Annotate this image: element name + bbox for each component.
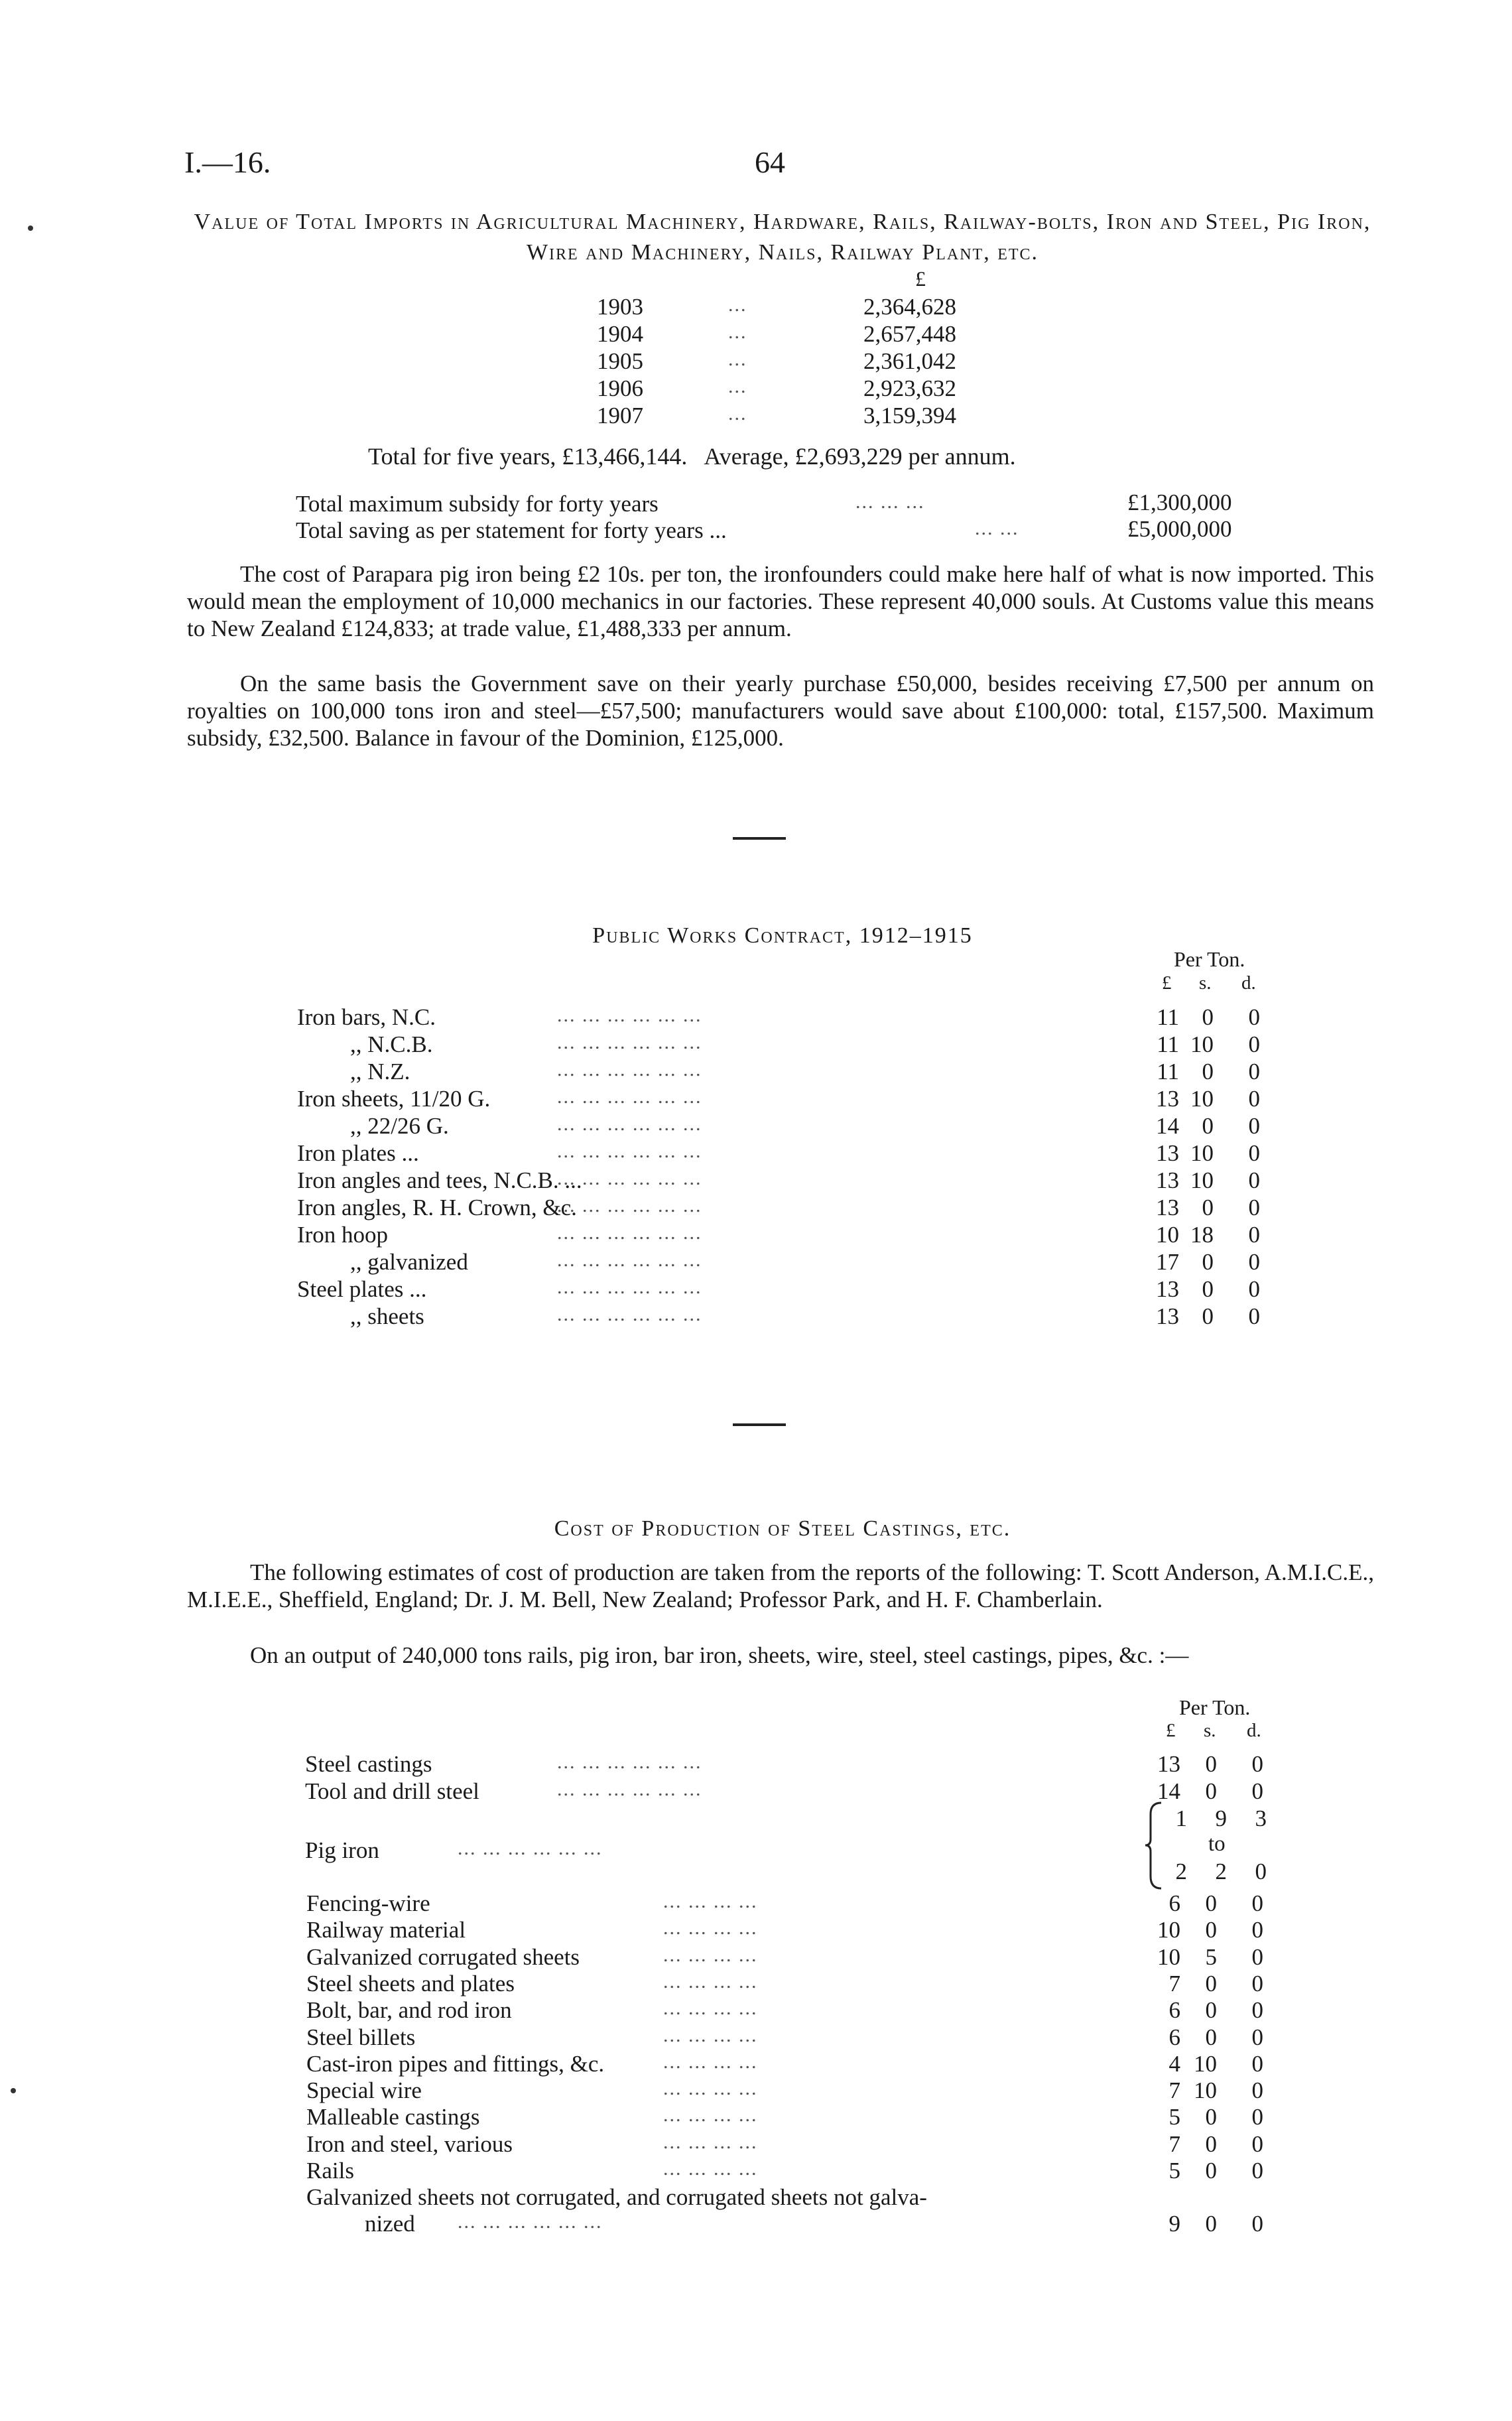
table-row-dots: ... ... ... ... [663,1890,758,1912]
table-row-pence: 0 [1248,1249,1260,1275]
import-value: 2,364,628 [863,294,956,320]
table-row-label: Iron angles, R. H. Crown, &c. [297,1195,577,1220]
table-row-dots: ... ... ... ... ... ... [557,1140,702,1162]
table-row-pence: 0 [1251,2024,1263,2050]
table-row-pounds: 4 [1168,2050,1180,2077]
table-row-pence: 0 [1248,1195,1260,1220]
table-row-dots: ... ... ... ... [663,2158,758,2180]
import-dots: ... [728,294,747,316]
table-row-pence: 0 [1251,1751,1263,1777]
saving-dots: ... ... [975,517,1019,539]
table-row-pounds: 13 [1156,1167,1179,1193]
table-row-label: Steel billets [306,2024,416,2050]
table-row-label: Iron and steel, various [306,2130,513,2157]
table-row-shillings: 10 [1190,1140,1214,1166]
table-row-label: Iron bars, N.C. [297,1004,436,1030]
column-header: £ [1166,1720,1176,1741]
table-row-label: Fencing-wire [306,1890,430,1916]
table-row-pence: 0 [1248,1222,1260,1248]
table-row-label: Iron sheets, 11/20 G. [297,1086,491,1112]
table-row-pounds: 7 [1168,1970,1180,1996]
table-row-shillings: 0 [1202,1113,1214,1139]
table-row-pounds: 11 [1157,1031,1179,1057]
table-row-pence: 0 [1248,1140,1260,1166]
table-row-pence: 0 [1251,2050,1263,2077]
table-row-pence: 0 [1248,1004,1260,1030]
table-row-dots: ... ... ... ... ... ... [557,1086,702,1108]
table-row-label: Bolt, bar, and rod iron [306,1997,512,2024]
table-row-pounds: 6 [1168,2024,1180,2050]
last-item-l: 9 [1168,2211,1180,2237]
table-row-pence: 0 [1251,1997,1263,2024]
import-year: 1906 [597,375,643,401]
table-row-label: Iron angles and tees, N.C.B. ... [297,1167,582,1193]
table-row-label: ,, N.C.B. [350,1031,433,1057]
last-item-line-1: Galvanized sheets not corrugated, and corrugated sheets not galva- [306,2184,927,2210]
table-row-shillings: 0 [1202,1059,1214,1084]
table-row-pounds: 5 [1168,2104,1180,2130]
table-row-shillings: 0 [1202,1195,1214,1220]
saving-label: Total saving as per statement for forty years ... [296,517,727,543]
table-row-shillings: 0 [1202,1004,1214,1030]
imports-paragraph-1: The cost of Parapara pig iron being £2 10s. per ton, the ironfounders could make here half of what is now imported. This would mean the employment of 10,000 mechanics in our factories. These represent 40,000 souls. At Customs value this means to New Zealand £124,833; at trade value, £1,488,333 per annum. [187,561,1374,641]
table-row-shillings: 0 [1202,1276,1214,1302]
table-row-pence: 0 [1248,1031,1260,1057]
pig-iron-high-l: 2 [1175,1859,1187,1884]
table-row-dots: ... ... ... ... [663,1917,758,1939]
table-row-dots: ... ... ... ... [663,1970,758,1993]
table-row-dots: ... ... ... ... [663,2104,758,2127]
table-row-pounds: 13 [1156,1140,1179,1166]
table-row-dots: ... ... ... ... ... ... [557,1751,702,1773]
pig-iron-label: Pig iron [305,1837,379,1863]
table-row-pounds: 11 [1157,1059,1179,1084]
imports-title: Value of Total Imports in Agricultural Machinery, Hardware, Rails, Railway-bolts, Iron and Steel, Pig Iron, Wire and Machinery, Nails, Railway Plant, etc. [194,210,1371,265]
table-row-pence: 0 [1248,1113,1260,1139]
table-row-pence: 0 [1251,1943,1263,1970]
table-row-shillings: 5 [1205,1943,1217,1970]
table-row-dots: ... ... ... ... [663,1997,758,2020]
table-row-pounds: 5 [1168,2158,1180,2184]
table-row-shillings: 0 [1202,1303,1214,1329]
import-year: 1903 [597,294,643,320]
table-row-shillings: 0 [1205,1917,1217,1943]
pig-iron-to: to [1208,1832,1226,1856]
table-row-pounds: 14 [1157,1778,1180,1804]
table-row-pounds: 13 [1156,1195,1179,1220]
table-row-pence: 0 [1251,2077,1263,2104]
import-value: 3,159,394 [863,403,956,428]
table-row-pence: 0 [1248,1167,1260,1193]
table-row-label: Iron hoop [297,1222,389,1248]
table-row-dots: ... ... ... ... ... ... [557,1004,702,1026]
table-row-label: Steel castings [305,1751,432,1777]
table-row-shillings: 0 [1205,2024,1217,2050]
table-row-dots: ... ... ... ... ... ... [557,1249,702,1271]
table-row-dots: ... ... ... ... ... ... [557,1031,702,1053]
steel-castings-title: Cost of Production of Steel Castings, etc. [554,1516,1011,1541]
pig-iron-low-l: 1 [1175,1805,1187,1831]
table-row-label: Malleable castings [306,2104,480,2130]
column-header: £ [1162,972,1172,994]
table-row-pounds: 13 [1156,1303,1179,1329]
table-row-pounds: 17 [1156,1249,1179,1275]
table-row-shillings: 0 [1202,1249,1214,1275]
page-number: 64 [755,145,785,179]
import-value: 2,657,448 [863,321,956,347]
saving-value: £5,000,000 [1127,516,1232,542]
table-row-pence: 0 [1248,1303,1260,1329]
table-row-dots: ... ... ... ... [663,2050,758,2073]
table-row-pounds: 10 [1157,1943,1180,1970]
table-row-label: Railway material [306,1917,466,1943]
table-row-dots: ... ... ... ... ... ... [557,1113,702,1135]
subsidy-label: Total maximum subsidy for forty years [296,491,659,517]
steel-castings-unit: Per Ton. [1179,1695,1251,1719]
column-header: s. [1199,972,1212,994]
table-row-pounds: 13 [1156,1276,1179,1302]
table-row-label: Rails [306,2158,354,2184]
table-row-pence: 0 [1248,1059,1260,1084]
table-row-label: Steel sheets and plates [306,1970,515,1996]
table-row-label: ,, N.Z. [350,1059,410,1084]
table-row-pounds: 13 [1156,1086,1179,1112]
table-row-shillings: 10 [1194,2050,1217,2077]
imports-total: Total for five years, £13,466,144. Average, £2,693,229 per annum. [368,443,1016,470]
table-row-shillings: 0 [1205,1890,1217,1916]
pig-iron-high-d: 0 [1255,1859,1267,1884]
import-value: 2,361,042 [863,348,956,374]
table-row-shillings: 0 [1205,2104,1217,2130]
table-row-shillings: 0 [1205,1997,1217,2024]
table-row-pence: 0 [1251,1970,1263,1996]
table-row-dots: ... ... ... ... ... ... [557,1303,702,1325]
table-row-shillings: 0 [1205,1778,1217,1804]
table-row-shillings: 10 [1190,1167,1214,1193]
table-row-shillings: 10 [1190,1086,1214,1112]
margin-dot [11,2088,16,2093]
doc-reference: I.—16. [184,145,271,179]
table-row-shillings: 10 [1190,1031,1214,1057]
table-row-label: ,, 22/26 G. [350,1113,449,1139]
import-value: 2,923,632 [863,375,956,401]
table-row-shillings: 18 [1190,1222,1214,1248]
table-row-label: Steel plates ... [297,1276,427,1302]
table-row-pounds: 6 [1168,1890,1180,1916]
table-row-shillings: 10 [1194,2077,1217,2104]
import-year: 1907 [597,403,643,428]
import-dots: ... [728,375,747,397]
table-row-dots: ... ... ... ... ... ... [557,1059,702,1080]
table-row-shillings: 0 [1205,2158,1217,2184]
table-row-pence: 0 [1251,1890,1263,1916]
import-year: 1905 [597,348,643,374]
table-row-dots: ... ... ... ... ... ... [557,1276,702,1298]
table-row-pounds: 6 [1168,1997,1180,2024]
steel-castings-intro-1: The following estimates of cost of production are taken from the reports of the following: T. Scott Anderson, A.M.I.C.E., M.I.E.E., Sheffield, England; Dr. J. M. Bell, New Zealand; Professor Park, and H. F. Chamberlain. [187,1559,1374,1612]
table-row-pence: 0 [1248,1276,1260,1302]
table-row-pence: 0 [1251,2104,1263,2130]
pig-iron-low-s: 9 [1215,1805,1227,1831]
import-dots: ... [728,348,747,370]
section-rule-2 [733,1423,786,1426]
table-row-pounds: 10 [1157,1917,1180,1943]
table-row-shillings: 0 [1205,2130,1217,2157]
table-row-dots: ... ... ... ... [663,2130,758,2153]
pig-iron-high-s: 2 [1215,1859,1227,1884]
column-header: s. [1204,1720,1216,1741]
table-row-label: ,, galvanized [350,1249,468,1275]
table-row-label: Special wire [306,2077,422,2104]
table-row-shillings: 0 [1205,1751,1217,1777]
imports-paragraph-2: On the same basis the Government save on their yearly purchase £50,000, besides receiving £7,500 per annum on royalties on 100,000 tons iron and steel—£57,500; manufacturers would save about £100,000: total, £157,500. Maximum subsidy, £32,500. Balance in favour of the Dominion, £125,000. [187,671,1374,751]
margin-dot [28,226,33,231]
table-row-dots: ... ... ... ... ... ... [557,1222,702,1244]
pig-iron-dots: ... ... ... ... ... ... [458,1837,603,1859]
table-row-pounds: 13 [1157,1751,1180,1777]
table-row-dots: ... ... ... ... ... ... [557,1167,702,1189]
section-rule-1 [733,837,786,840]
table-row-pence: 0 [1251,2158,1263,2184]
imports-currency: £ [915,267,926,291]
table-row-dots: ... ... ... ... ... ... [557,1195,702,1216]
table-row-pounds: 14 [1156,1113,1179,1139]
table-row-shillings: 0 [1205,1970,1217,1996]
subsidy-dots: ... ... ... [855,491,925,513]
table-row-label: Tool and drill steel [305,1778,479,1804]
table-row-pounds: 7 [1168,2077,1180,2104]
last-item-line-2: nized [365,2211,415,2237]
table-row-dots: ... ... ... ... [663,1943,758,1966]
table-row-pence: 0 [1251,1917,1263,1943]
import-dots: ... [728,321,747,343]
steel-castings-intro-2: On an output of 240,000 tons rails, pig iron, bar iron, sheets, wire, steel, steel castings, pipes, &c. :— [250,1642,1189,1668]
table-row-dots: ... ... ... ... [663,2024,758,2046]
table-row-pounds: 10 [1156,1222,1179,1248]
import-year: 1904 [597,321,643,347]
column-header: d. [1247,1720,1261,1741]
public-works-unit: Per Ton. [1174,947,1245,971]
table-row-dots: ... ... ... ... ... ... [557,1778,702,1800]
table-row-pence: 0 [1251,2130,1263,2157]
table-row-pounds: 11 [1157,1004,1179,1030]
table-row-pounds: 7 [1168,2130,1180,2157]
last-item-s: 0 [1205,2211,1217,2237]
table-row-label: Galvanized corrugated sheets [306,1943,580,1970]
table-row-label: ,, sheets [350,1303,424,1329]
table-row-pence: 0 [1248,1086,1260,1112]
last-item-d: 0 [1251,2211,1263,2237]
table-row-label: Iron plates ... [297,1140,419,1166]
column-header: d. [1241,972,1256,994]
subsidy-value: £1,300,000 [1127,490,1232,515]
pig-iron-low-d: 3 [1255,1805,1267,1831]
table-row-label: Cast-iron pipes and fittings, &c. [306,2050,605,2077]
import-dots: ... [728,403,747,425]
public-works-title: Public Works Contract, 1912–1915 [592,923,973,948]
last-item-dots: ... ... ... ... ... ... [458,2211,603,2233]
table-row-pence: 0 [1251,1778,1263,1804]
table-row-dots: ... ... ... ... [663,2077,758,2100]
